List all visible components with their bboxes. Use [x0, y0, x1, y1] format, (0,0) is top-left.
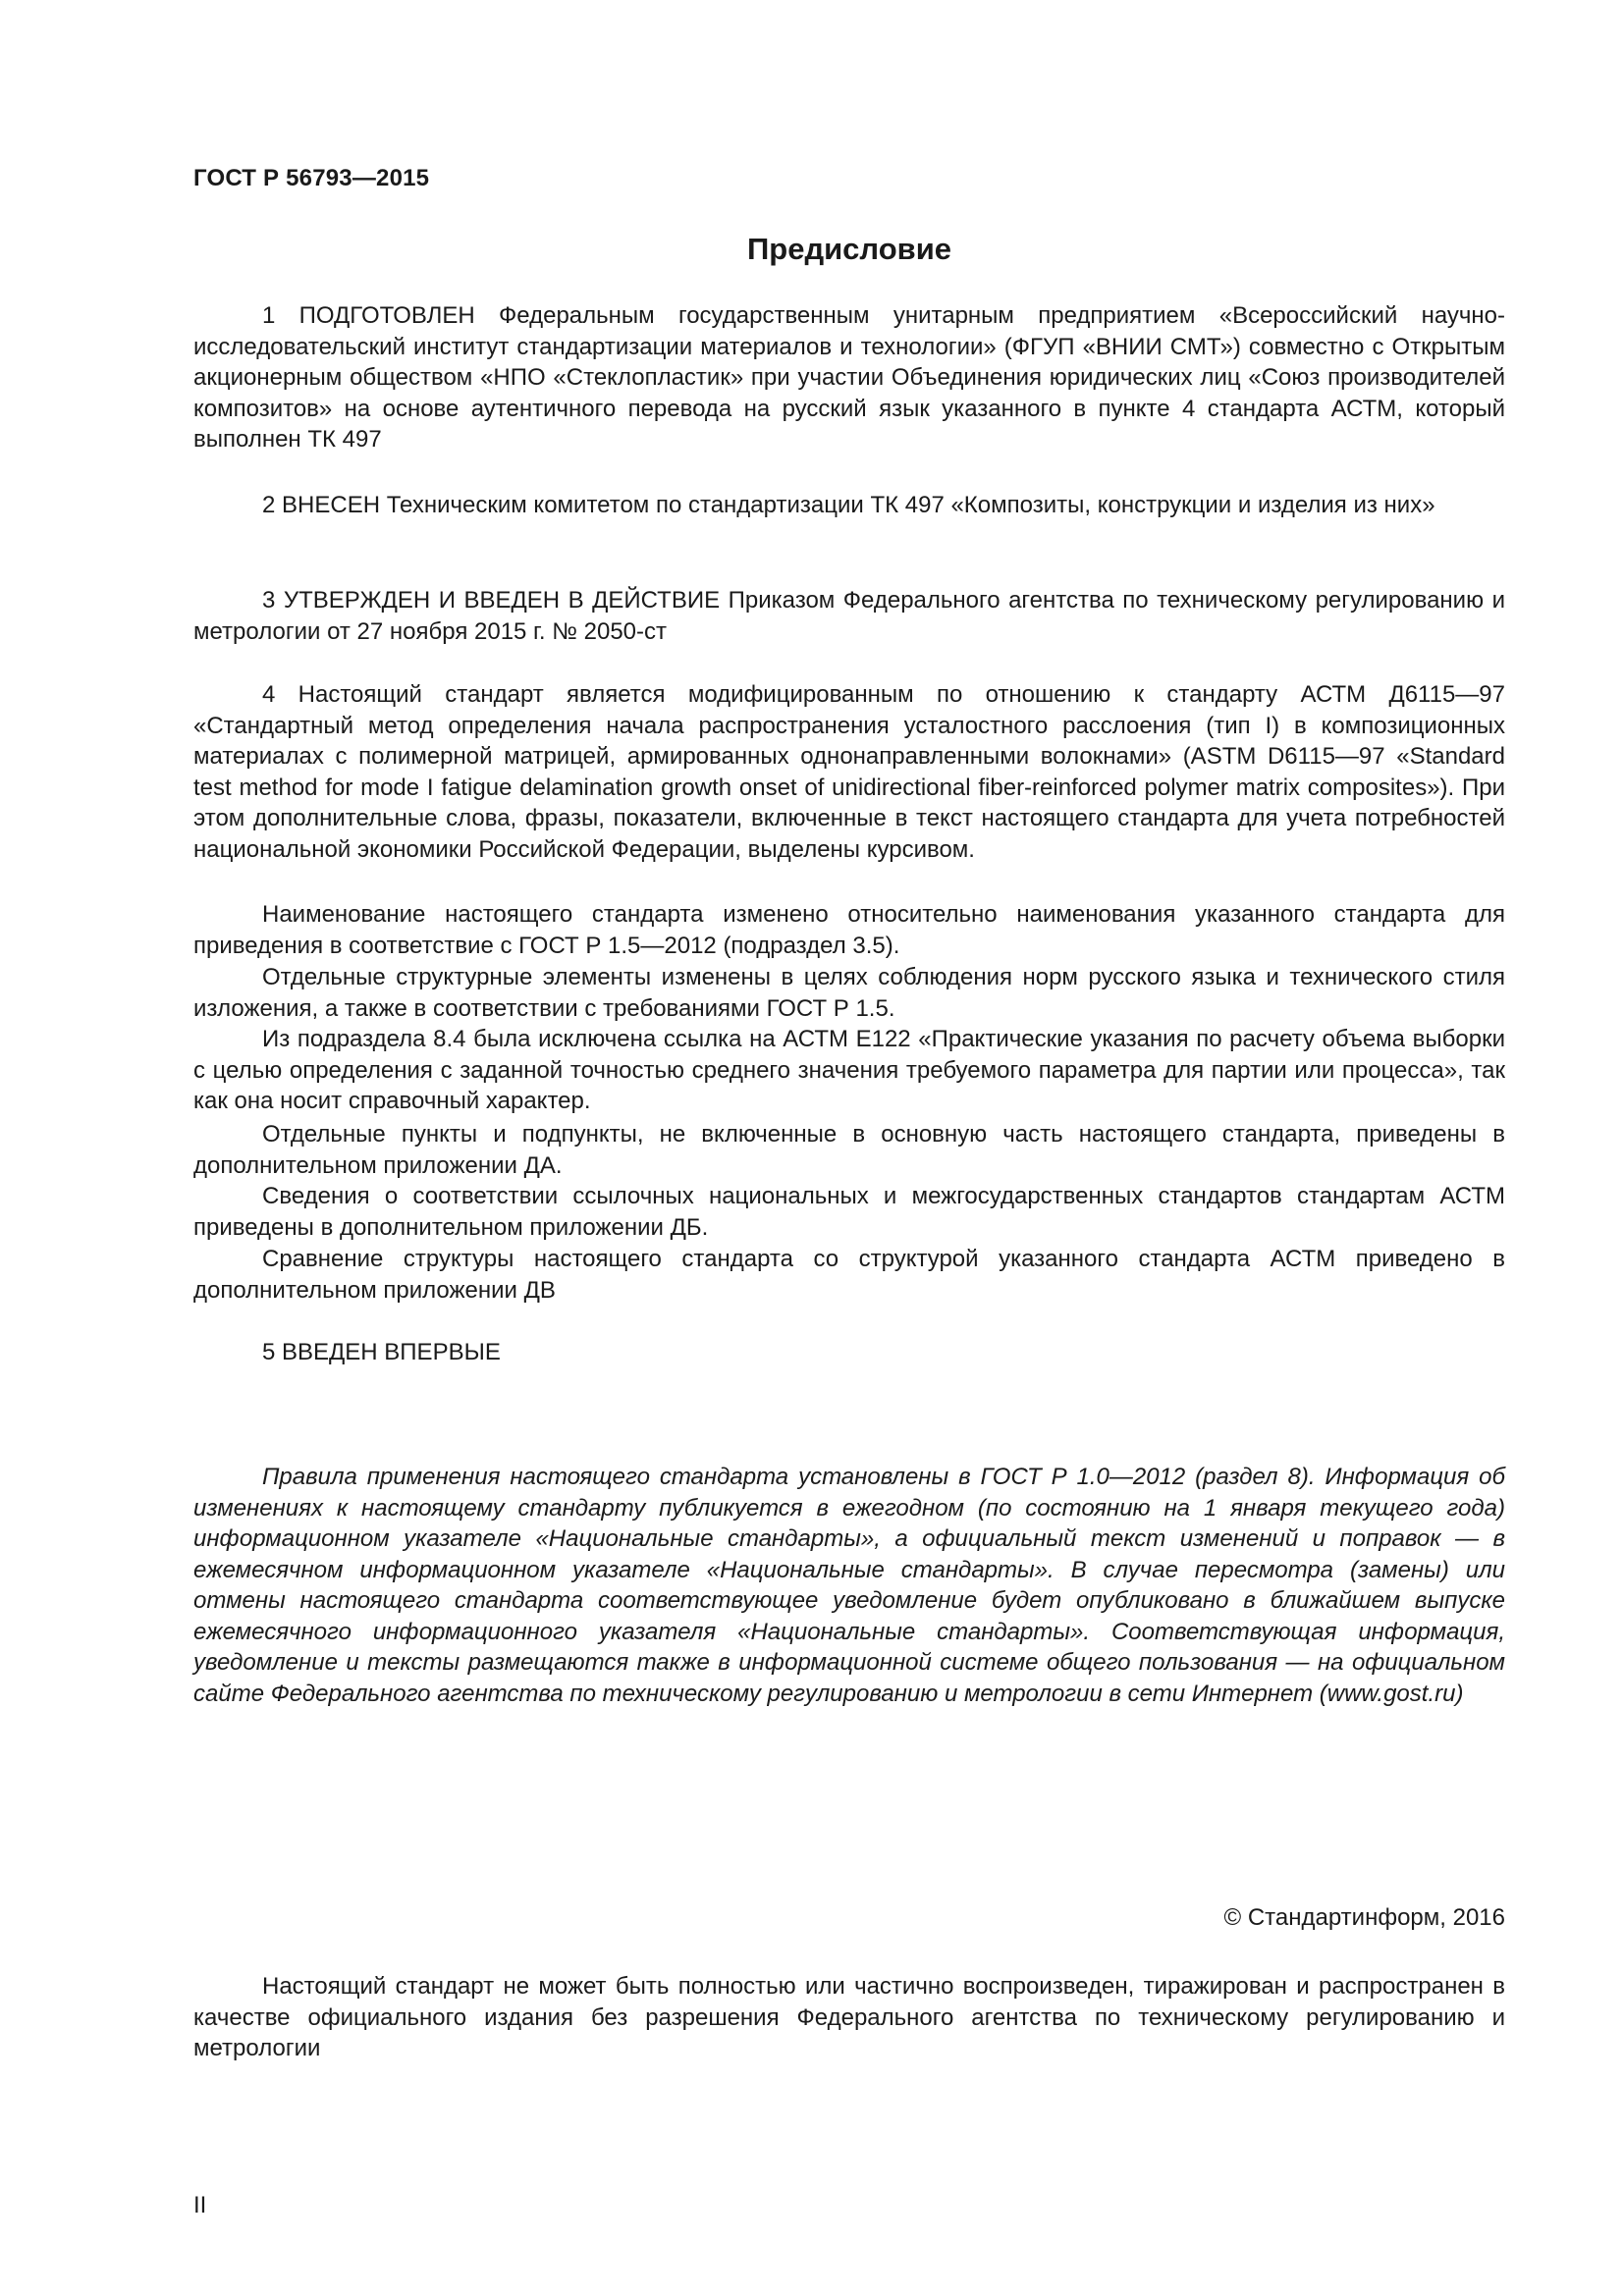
section-4-structure-paragraph: Отдельные структурные элементы изменены в целях соблюдения норм русского языка и технического стиля изложения, а также в соответствии с требованиями ГОСТ Р 1.5.	[193, 964, 1505, 1022]
section-4-exclusion-paragraph: Из подраздела 8.4 была исключена ссылка на АСТМ Е122 «Практические указания по расчету объема выборки с целью определения с заданной точностью среднего значения требуемого параметра для партии или процесса», так как она носит справочный характер.	[193, 1026, 1505, 1114]
page-title: Предисловие	[746, 232, 951, 266]
section-4-appendix-dv-paragraph: Сравнение структуры настоящего стандарта со структурой указанного стандарта АСТМ приведено в дополнительном приложении ДВ	[193, 1246, 1505, 1304]
section-4-name-change-paragraph: Наименование настоящего стандарта изменено относительно наименования указанного стандарта для приведения в соответствие с ГОСТ Р 1.5—2012 (подраздел 3.5).	[193, 901, 1505, 959]
section-5-paragraph: 5 ВВЕДЕН ВПЕРВЫЕ	[262, 1339, 501, 1365]
section-4-paragraph: 4 Настоящий стандарт является модифицированным по отношению к стандарту АСТМ Д6115—97 «Стандартный метод определения начала распространения усталостного расслоения (тип I) в композиционных материалах с полимерной матрицей, армированных однонаправленными волокнами» (ASTM D6115—97 «Standard test method for mode I fatigue delamination growth onset of unidirectional fiber-reinforced polymer matrix composites»). При этом дополнительные слова, фразы, показатели, включенные в текст настоящего стандарта для учета потребностей национальной экономики Российской Федерации, выделены курсивом.	[193, 681, 1505, 863]
application-rules-notice: Правила применения настоящего стандарта установлены в ГОСТ Р 1.0—2012 (раздел 8). Информация об изменениях к настоящему стандарту публикуется в ежегодном (по состоянию на 1 января текущего года) информационном указателе «Национальные стандарты», а официальный текст изменений и поправок — в ежемесячном информационном указателе «Национальные стандарты». В случае пересмотра (замены) или отмены настоящего стандарта соответствующее уведомление будет опубликовано в ближайшем выпуске ежемесячного информационного указателя «Национальные стандарты». Соответствующая информация, уведомление и тексты размещаются также в информационной системе общего пользования — на официальном сайте Федерального агентства по техническому регулированию и метрологии в сети Интернет (www.gost.ru)	[193, 1464, 1505, 1707]
copyright-line: © Стандартинформ, 2016	[1223, 1904, 1505, 1931]
document-code: ГОСТ Р 56793—2015	[193, 165, 430, 191]
section-4-appendix-da-paragraph: Отдельные пункты и подпункты, не включенные в основную часть настоящего стандарта, приведены в дополнительном приложении ДА.	[193, 1121, 1505, 1179]
section-1-paragraph: 1 ПОДГОТОВЛЕН Федеральным государственным унитарным предприятием «Всероссийский научно-исследовательский институт стандартизации материалов и технологии» (ФГУП «ВНИИ СМТ») совместно с Открытым акционерным обществом «НПО «Стеклопластик» при участии Объединения юридических лиц «Союз производителей композитов» на основе аутентичного перевода на русский язык указанного в пункте 4 стандарта АСТМ, который выполнен ТК 497	[193, 302, 1505, 453]
section-2-paragraph: 2 ВНЕСЕН Техническим комитетом по стандартизации ТК 497 «Композиты, конструкции и изделия из них»	[262, 492, 1435, 518]
page-number: II	[193, 2192, 207, 2218]
reproduction-notice: Настоящий стандарт не может быть полностью или частично воспроизведен, тиражирован и распространен в качестве официального издания без разрешения Федерального агентства по техническому регулированию и метрологии	[193, 1973, 1505, 2061]
section-3-paragraph: 3 УТВЕРЖДЕН И ВВЕДЕН В ДЕЙСТВИЕ Приказом Федерального агентства по техническому регулированию и метрологии от 27 ноября 2015 г. № 2050-ст	[193, 587, 1505, 645]
section-4-appendix-db-paragraph: Сведения о соответствии ссылочных национальных и межгосударственных стандартов стандартам АСТМ приведены в дополнительном приложении ДБ.	[193, 1183, 1505, 1241]
